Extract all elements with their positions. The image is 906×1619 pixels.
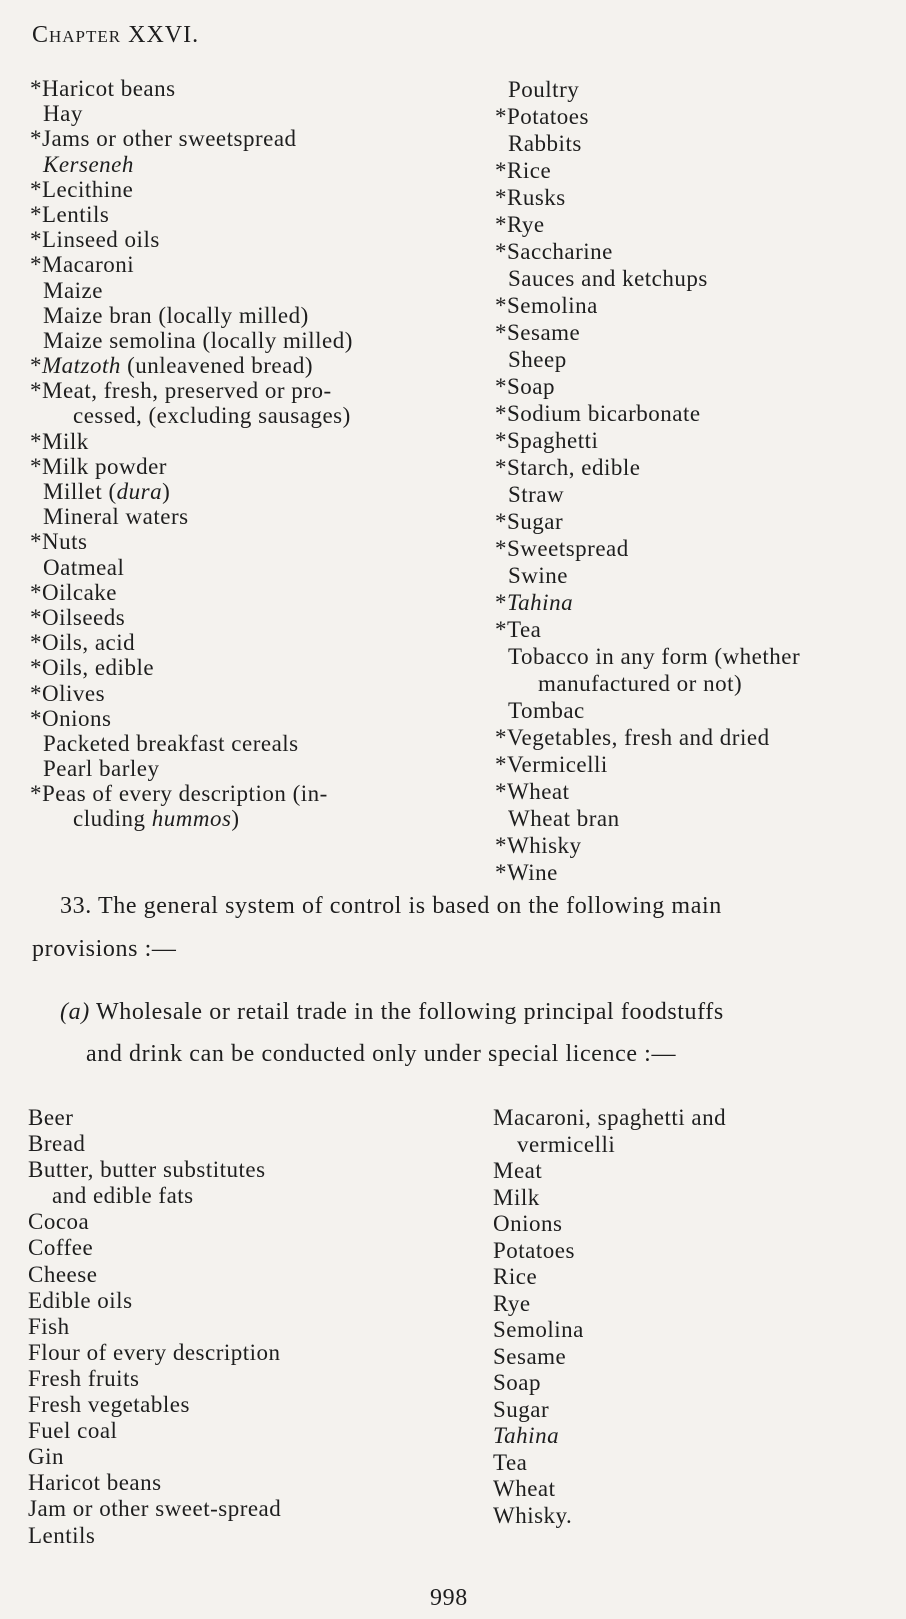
item-text: Oatmeal — [43, 554, 125, 580]
list-item — [30, 731, 353, 756]
list-item — [495, 76, 800, 103]
list-item — [30, 630, 353, 655]
list-item-continuation — [30, 806, 353, 831]
item-text: vermicelli — [517, 1131, 616, 1157]
list-item — [30, 681, 353, 706]
item-text: *Soap — [495, 374, 555, 399]
item-text: *Haricot beans — [30, 76, 176, 101]
list-item — [30, 706, 353, 731]
page-number: 998 — [430, 1585, 468, 1611]
list-item — [493, 1105, 726, 1132]
list-item — [30, 529, 353, 554]
list-item — [30, 278, 353, 303]
list-item — [495, 427, 800, 454]
item-text: Rye — [493, 1290, 531, 1316]
list-item — [30, 101, 353, 126]
paragraph-33-line-2: provisions :— — [32, 936, 177, 962]
list-item — [495, 346, 800, 373]
list-item — [495, 616, 800, 643]
item-text: Swine — [508, 563, 568, 588]
list-item — [495, 535, 800, 562]
list-item — [30, 429, 353, 454]
item-text: *Macaroni — [30, 252, 135, 278]
list-item — [30, 580, 353, 605]
item-text: Sesame — [493, 1343, 567, 1369]
item-text: Jam or other sweet-spread — [28, 1496, 282, 1522]
item-text: *Olives — [30, 680, 106, 706]
list-item — [30, 504, 353, 529]
list-item — [28, 1105, 281, 1131]
list-item — [495, 562, 800, 589]
item-text: ) — [231, 806, 240, 832]
item-text: Butter, butter substitutes — [28, 1157, 266, 1183]
italic-term: Tahina — [493, 1423, 560, 1448]
list-item — [495, 238, 800, 265]
item-text: Rabbits — [508, 131, 582, 156]
list-item — [493, 1158, 726, 1185]
item-text: Flour of every description — [28, 1339, 281, 1365]
item-text: Tea — [493, 1449, 528, 1475]
item-text: Maize bran (locally milled) — [43, 302, 309, 328]
item-text: Sugar — [493, 1396, 550, 1422]
item-text: *Onions — [30, 705, 112, 731]
list-item — [30, 454, 353, 479]
item-text: Rice — [493, 1264, 538, 1289]
list-item — [495, 211, 800, 238]
item-text: Bread — [28, 1131, 86, 1157]
list-item — [28, 1444, 281, 1470]
item-text: *Nuts — [30, 529, 88, 555]
item-text: *Milk — [30, 428, 89, 454]
list-item — [30, 756, 353, 781]
item-text: *Rice — [495, 158, 552, 183]
list-item — [493, 1476, 726, 1503]
list-item — [28, 1496, 281, 1522]
list-item — [495, 292, 800, 319]
list-item — [28, 1262, 281, 1288]
list-item — [493, 1291, 726, 1318]
item-text: manufactured or not) — [538, 671, 743, 696]
italic-term: Tahina — [507, 590, 574, 615]
item-text: *Meat, fresh, preserved or pro- — [30, 378, 332, 404]
item-text: * — [30, 353, 42, 379]
list-item-continuation — [30, 403, 353, 428]
item-text: Sauces and ketchups — [508, 266, 708, 291]
list-item — [495, 778, 800, 805]
item-text: Soap — [493, 1370, 541, 1395]
item-text: *Linseed oils — [30, 227, 160, 253]
item-text: Coffee — [28, 1235, 94, 1261]
italic-term: Matzoth — [42, 353, 121, 379]
item-text: *Lentils — [30, 201, 110, 227]
list-item — [493, 1423, 726, 1450]
list-item — [495, 508, 800, 535]
item-text: Edible oils — [28, 1287, 133, 1313]
item-text: (unleavened bread) — [120, 353, 314, 379]
list-item — [495, 130, 800, 157]
list-item — [30, 227, 353, 252]
list-item — [30, 555, 353, 580]
list-item — [493, 1264, 726, 1291]
list-item-continuation — [28, 1183, 281, 1209]
list-item — [493, 1211, 726, 1238]
list-item — [28, 1288, 281, 1314]
list-item — [30, 126, 353, 151]
item-text: *Vegetables, fresh and dried — [495, 725, 770, 750]
item-text: *Wheat — [495, 779, 570, 804]
list-item — [28, 1366, 281, 1392]
item-text: *Semolina — [495, 293, 598, 318]
item-text: *Wine — [495, 860, 558, 885]
item-text: Packeted breakfast cereals — [43, 730, 299, 756]
item-text: Wheat bran — [508, 806, 620, 831]
provision-a-text: Wholesale or retail trade in the following principal foodstuffs — [89, 999, 724, 1025]
list-item — [28, 1523, 281, 1549]
item-text: *Starch, edible — [495, 455, 641, 480]
list-item — [28, 1131, 281, 1157]
item-text: *Saccharine — [495, 239, 613, 264]
list-item — [495, 454, 800, 481]
list-item — [28, 1470, 281, 1496]
list-item — [30, 76, 353, 101]
italic-term: dura — [116, 479, 163, 504]
list-item — [495, 859, 800, 886]
list-item — [495, 265, 800, 292]
list-item — [495, 751, 800, 778]
item-text: *Rye — [495, 212, 545, 237]
licensed-foodstuffs-list-left — [28, 1105, 281, 1549]
list-item — [495, 481, 800, 508]
item-text: *Peas of every description (in- — [30, 781, 328, 807]
item-text: Milk — [493, 1184, 540, 1210]
list-item — [30, 177, 353, 202]
list-item — [28, 1392, 281, 1418]
list-item — [28, 1314, 281, 1340]
licensed-foodstuffs-list-right — [493, 1105, 726, 1529]
list-item — [495, 805, 800, 832]
list-item — [30, 328, 353, 353]
list-item — [30, 353, 353, 378]
item-text: Tombac — [508, 698, 585, 723]
list-item — [493, 1238, 726, 1265]
list-item — [30, 202, 353, 227]
item-text: *Sugar — [495, 509, 564, 534]
item-text: Pearl barley — [43, 756, 160, 782]
item-text: Macaroni, spaghetti and — [493, 1105, 727, 1130]
item-text: *Oilseeds — [30, 604, 126, 630]
list-item-continuation — [495, 670, 800, 697]
item-text: *Tea — [495, 617, 542, 642]
item-text: and edible fats — [52, 1183, 194, 1209]
item-text: Mineral waters — [43, 504, 189, 530]
item-text: cluding — [73, 806, 152, 832]
provision-a-line-2: and drink can be conducted only under special licence :— — [86, 1041, 677, 1067]
provision-a-marker: (a) — [60, 999, 90, 1025]
list-item — [30, 655, 353, 680]
list-item — [493, 1450, 726, 1477]
list-item — [495, 319, 800, 346]
item-text: Onions — [493, 1211, 563, 1236]
item-text: Gin — [28, 1444, 64, 1470]
italic-term: hummos — [151, 806, 232, 832]
list-item — [493, 1370, 726, 1397]
list-item — [493, 1317, 726, 1344]
list-item — [30, 605, 353, 630]
list-item — [495, 373, 800, 400]
item-text: ) — [162, 479, 171, 504]
list-item — [495, 832, 800, 859]
list-item — [495, 724, 800, 751]
chapter-heading: Chapter XXVI. — [32, 22, 200, 48]
item-text: *Sweetspread — [495, 536, 629, 561]
list-item — [495, 157, 800, 184]
list-item — [30, 378, 353, 403]
list-item — [28, 1418, 281, 1444]
item-text: *Jams or other sweetspread — [30, 126, 297, 152]
list-item — [495, 400, 800, 427]
item-text: Wheat — [493, 1476, 556, 1501]
paragraph-33-line-1: 33. The general system of control is based on the following main — [60, 893, 722, 919]
item-text: Sheep — [508, 347, 567, 372]
list-item — [28, 1340, 281, 1366]
list-item — [28, 1235, 281, 1261]
item-text: Semolina — [493, 1317, 584, 1342]
list-item — [30, 252, 353, 277]
list-item — [30, 781, 353, 806]
item-text: Potatoes — [493, 1237, 575, 1263]
item-text: *Oilcake — [30, 579, 118, 605]
list-item — [495, 697, 800, 724]
list-item — [495, 589, 800, 616]
item-text: *Lecithine — [30, 176, 134, 202]
item-text: Cocoa — [28, 1209, 90, 1235]
item-text: Cheese — [28, 1261, 98, 1287]
item-text: Tobacco in any form (whether — [508, 644, 801, 669]
list-item — [30, 303, 353, 328]
item-text: Haricot beans — [28, 1470, 162, 1496]
list-item — [30, 152, 353, 177]
item-text: *Milk powder — [30, 453, 167, 479]
provision-a-line-1 — [60, 999, 724, 1026]
item-text: Beer — [28, 1105, 74, 1130]
item-text: *Rusks — [495, 185, 566, 210]
list-item — [28, 1209, 281, 1235]
list-item — [493, 1503, 726, 1530]
list-item — [495, 643, 800, 670]
item-text: *Vermicelli — [495, 752, 608, 777]
list-item — [493, 1185, 726, 1212]
item-text: Maize semolina (locally milled) — [43, 327, 353, 353]
list-item — [493, 1344, 726, 1371]
item-text: Fuel coal — [28, 1418, 118, 1444]
list-item — [495, 184, 800, 211]
item-text: Hay — [43, 101, 83, 127]
item-text: *Sesame — [495, 320, 581, 345]
item-text: *Potatoes — [495, 104, 589, 129]
item-text: *Spaghetti — [495, 428, 599, 453]
list-item — [28, 1157, 281, 1183]
list-item — [493, 1397, 726, 1424]
item-text: * — [495, 590, 507, 615]
item-text: Maize — [43, 277, 103, 303]
item-text: Fresh fruits — [28, 1365, 140, 1391]
controlled-articles-list-left — [30, 76, 353, 832]
item-text: *Whisky — [495, 833, 582, 858]
item-text: Fresh vegetables — [28, 1392, 190, 1418]
item-text: *Oils, acid — [30, 630, 136, 656]
item-text: *Sodium bicarbonate — [495, 401, 701, 426]
controlled-articles-list-right — [495, 76, 800, 886]
item-text: Straw — [508, 482, 565, 507]
list-item — [30, 479, 353, 504]
item-text: *Oils, edible — [30, 655, 155, 681]
item-text: Fish — [28, 1313, 70, 1339]
list-item — [495, 103, 800, 130]
item-text: Lentils — [28, 1522, 96, 1548]
item-text: Meat — [493, 1158, 543, 1183]
italic-term: Kerseneh — [43, 151, 134, 177]
list-item-continuation — [493, 1132, 726, 1159]
item-text: Millet ( — [43, 479, 117, 504]
item-text: Poultry — [508, 77, 580, 102]
item-text: cessed, (excluding sausages) — [73, 403, 351, 429]
item-text: Whisky. — [493, 1502, 573, 1528]
